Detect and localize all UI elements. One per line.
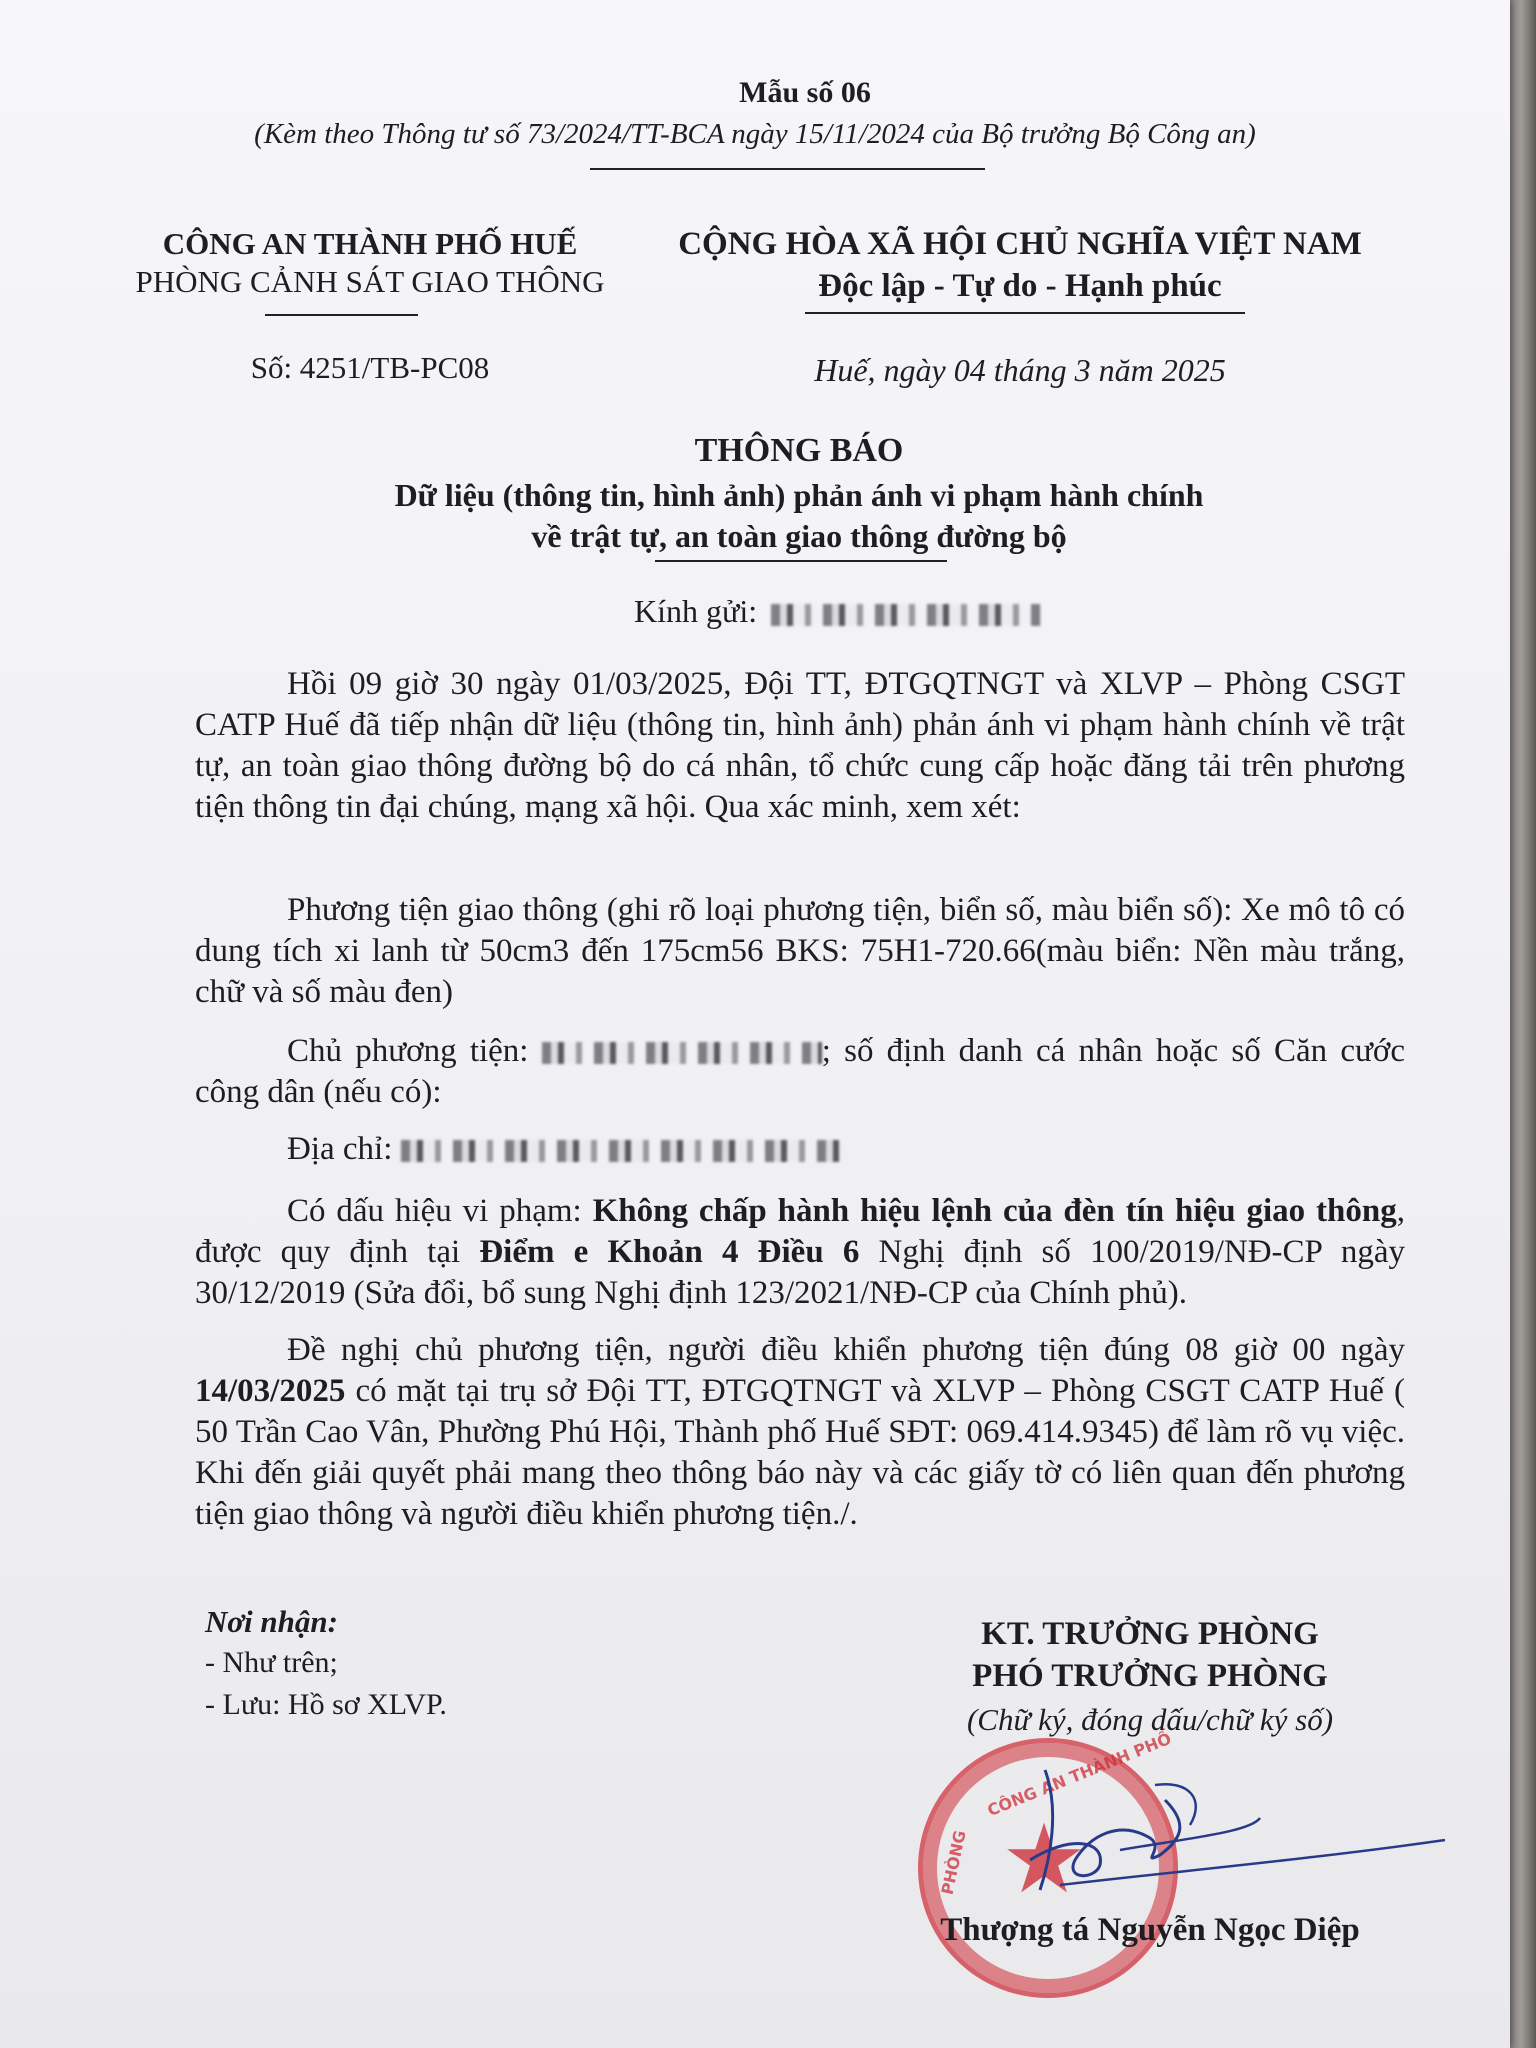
national-motto: Độc lập - Tự do - Hạnh phúc bbox=[818, 268, 1222, 304]
paragraph-violation bbox=[195, 1191, 1405, 1314]
owner-label: Chủ phương tiện: bbox=[287, 1033, 529, 1069]
summons-details: có mặt tại trụ sở Đội TT, ĐTGQTNGT và XLVP – Phòng CSGT CATP Huế ( 50 Trần Cao Vân, Phường Phú Hội, Thành phố Huế SĐT: 069.414.9345) để làm rõ vụ việc. Khi đến giải quyết phải mang theo thông báo này và các giấy tờ có liên quan đến phương tiện giao thông và người điều khiển phương tiện./. bbox=[195, 1373, 1405, 1532]
handwritten-signature bbox=[990, 1740, 1450, 1900]
document-subtitle-2: về trật tự, an toàn giao thông đường bộ bbox=[531, 518, 1067, 554]
recipient bbox=[634, 593, 1041, 630]
issuer-department: PHÒNG CẢNH SÁT GIAO THÔNG bbox=[135, 264, 605, 299]
motto-divider bbox=[805, 312, 1245, 314]
violation-clause: Điểm e Khoản 4 Điều 6 bbox=[479, 1234, 860, 1270]
paragraph-receipt-text: Hồi 09 giờ 30 ngày 01/03/2025, Đội TT, ĐTGQTNGT và XLVP – Phòng CSGT CATP Huế đã tiếp nhận dữ liệu (thông tin, hình ảnh) phản ánh vi phạm hành chính về trật tự, an toàn giao thông đường bộ do cá nhân, tổ chức cung cấp hoặc đăng tải trên phương tiện thông tin đại chúng, mạng xã hội. Qua xác minh, xem xét: bbox=[195, 666, 1405, 825]
seal-text-side: PHÒNG bbox=[937, 1828, 970, 1897]
redacted-owner bbox=[542, 1042, 822, 1064]
signature-title-1: KT. TRƯỞNG PHÒNG bbox=[981, 1616, 1319, 1652]
signature-title-2: PHÓ TRƯỞNG PHÒNG bbox=[972, 1658, 1328, 1694]
summons-date: 14/03/2025 bbox=[195, 1373, 346, 1409]
violation-connector: , được quy định tại bbox=[195, 1193, 1405, 1270]
receiver-item-1: - Như trên; bbox=[205, 1646, 338, 1679]
recipient-label: Kính gửi: bbox=[634, 593, 758, 629]
document-subtitle-1: Dữ liệu (thông tin, hình ảnh) phản ánh vi phạm hành chính bbox=[394, 477, 1204, 513]
redacted-recipient bbox=[771, 604, 1041, 626]
issuer-divider bbox=[265, 314, 418, 316]
title-divider bbox=[655, 560, 947, 562]
form-note: (Kèm theo Thông tư số 73/2024/TT-BCA ngày 15/11/2024 của Bộ trưởng Bộ Công an) bbox=[254, 118, 1256, 150]
receiver-item-2: - Lưu: Hồ sơ XLVP. bbox=[205, 1688, 447, 1721]
place-date: Huế, ngày 04 tháng 3 năm 2025 bbox=[814, 352, 1226, 388]
signer-name: Thượng tá Nguyễn Ngọc Diệp bbox=[940, 1912, 1360, 1948]
document-number: Số: 4251/TB-PC08 bbox=[250, 350, 490, 385]
signature-note: (Chữ ký, đóng dấu/chữ ký số) bbox=[966, 1702, 1334, 1737]
paragraph-vehicle-text: Phương tiện giao thông (ghi rõ loại phương tiện, biển số, màu biển số): Xe mô tô có dung tích xi lanh từ 50cm3 đến 175cm56 BKS: 75H1-720.66(màu biển: Nền màu trắng, chữ và số màu đen) bbox=[195, 892, 1405, 1010]
redacted-address bbox=[401, 1140, 841, 1162]
national-name: CỘNG HÒA XÃ HỘI CHỦ NGHĨA VIỆT NAM bbox=[678, 226, 1362, 262]
receivers-heading: Nơi nhận: bbox=[205, 1604, 338, 1639]
form-divider bbox=[590, 168, 985, 170]
violation-description: Không chấp hành hiệu lệnh của đèn tín hiệu giao thông bbox=[592, 1193, 1397, 1229]
paragraph-owner bbox=[195, 1031, 1405, 1113]
summons-intro: Đề nghị chủ phương tiện, người điều khiển phương tiện đúng 08 giờ 00 ngày bbox=[287, 1332, 1405, 1368]
paragraph-summons bbox=[195, 1330, 1405, 1535]
address-label: Địa chỉ: bbox=[287, 1131, 393, 1167]
violation-intro: Có dấu hiệu vi phạm: bbox=[287, 1193, 593, 1229]
form-number: Mẫu số 06 bbox=[739, 76, 871, 109]
issuer-agency: CÔNG AN THÀNH PHỐ HUẾ bbox=[162, 226, 578, 261]
document-title: THÔNG BÁO bbox=[694, 432, 904, 469]
seal-text-top: CÔNG AN THÀNH PHỐ bbox=[984, 1728, 1174, 1821]
paragraph-receipt bbox=[195, 664, 1405, 828]
paragraph-address bbox=[195, 1129, 1405, 1170]
seal-star-icon: ★ bbox=[1001, 1803, 1088, 1915]
paragraph-vehicle bbox=[195, 890, 1405, 1013]
owner-rest-text: ; số định danh cá nhân hoặc số Căn cước công dân (nếu có): bbox=[195, 1033, 1405, 1110]
violation-decree: Nghị định số 100/2019/NĐ-CP ngày 30/12/2019 (Sửa đổi, bổ sung Nghị định 123/2021/NĐ-CP của Chính phủ). bbox=[195, 1234, 1405, 1311]
